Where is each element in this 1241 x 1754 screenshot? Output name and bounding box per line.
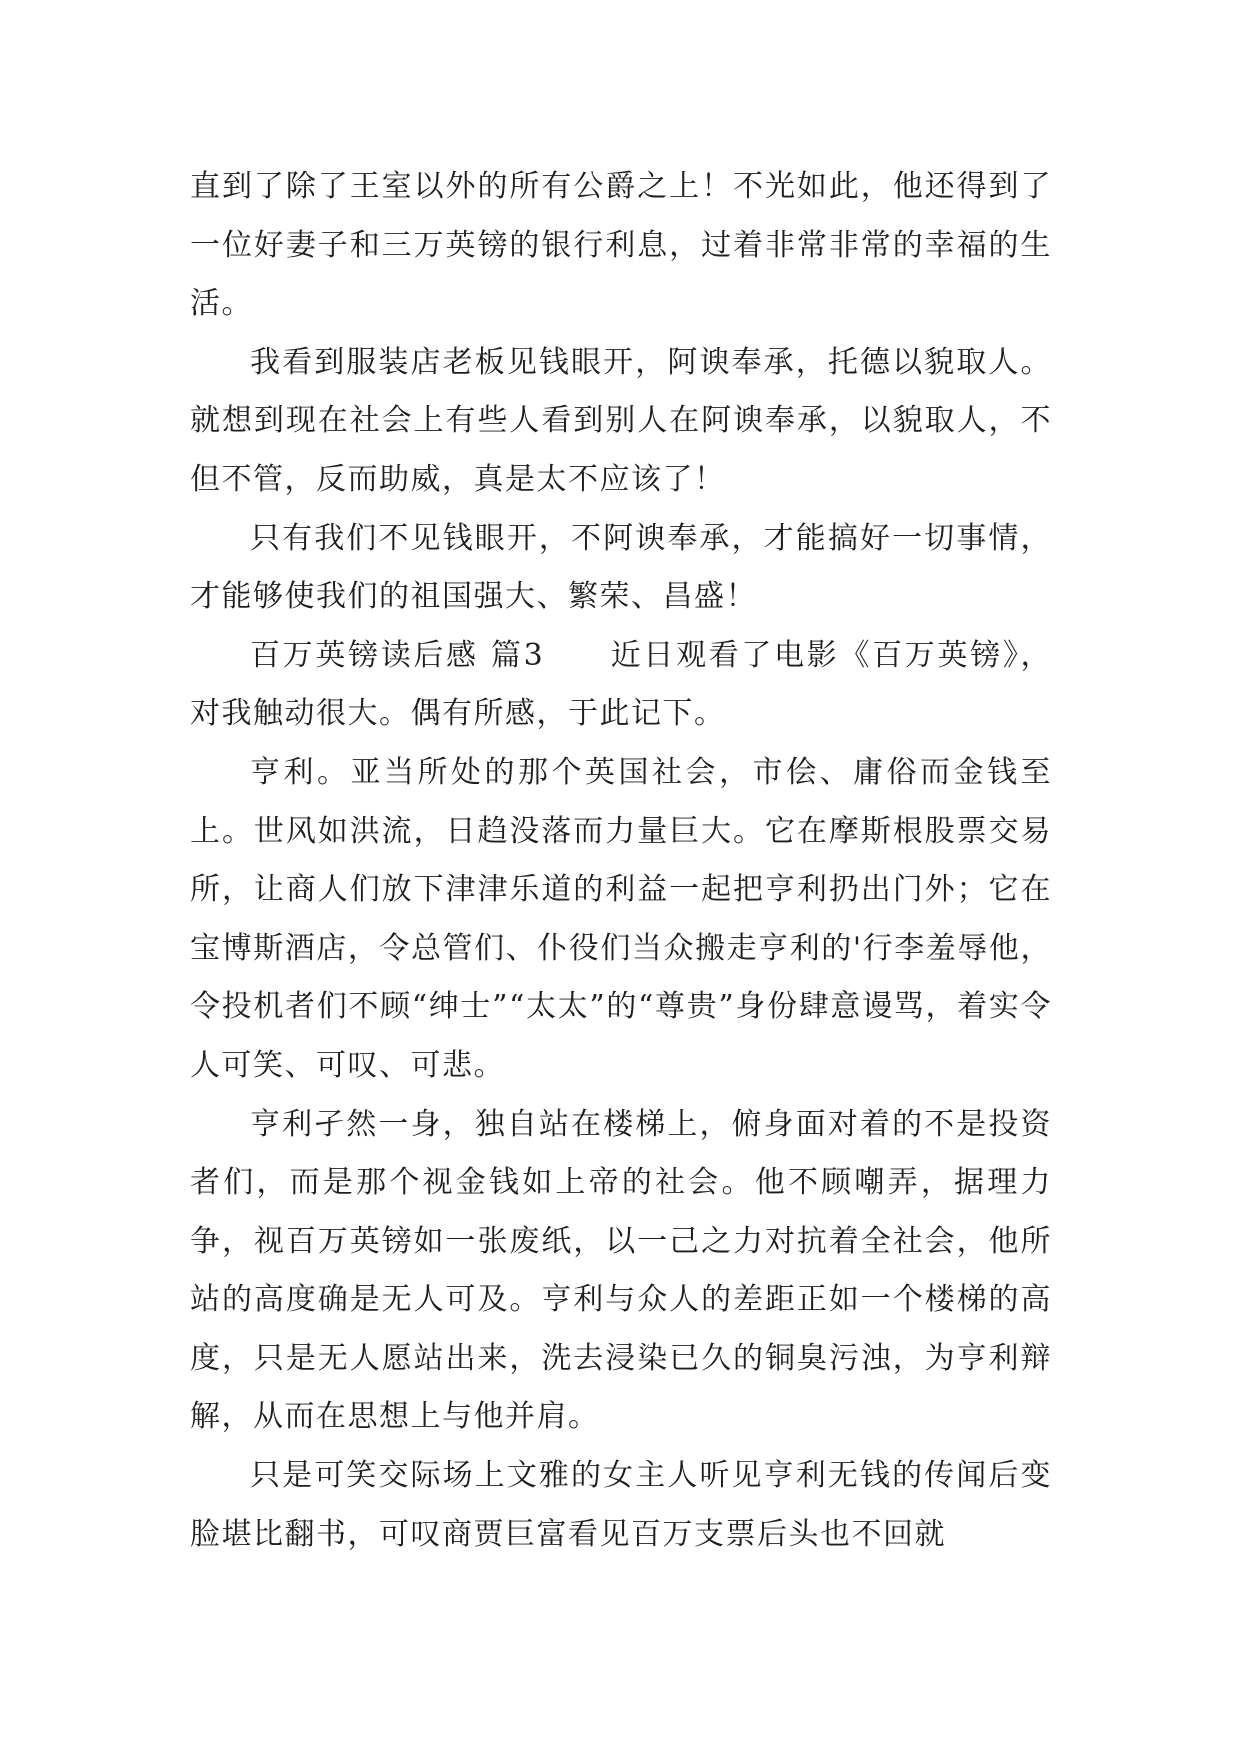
paragraph-4: 百万英镑读后感 篇3 近日观看了电影《百万英镑》，对我触动很大。偶有所感，于此记下。 <box>190 637 1052 732</box>
paragraph-7: 只是可笑交际场上文雅的女主人听见亨利无钱的传闻后变脸堪比翻书，可叹商贾巨富看见百万支票后头也不回就 <box>190 1458 1052 1552</box>
paragraph-2: 我看到服装店老板见钱眼开，阿谀奉承，托德以貌取人。就想到现在社会上有些人看到别人在阿谀奉承，以貌取人，不但不管，反而助威，真是太不应该了！ <box>190 344 1052 497</box>
paragraph-1: 直到了除了王室以外的所有公爵之上！不光如此，他还得到了一位好妻子和三万英镑的银行利息，过着非常非常的幸福的生活。 <box>190 169 1052 322</box>
paragraph-6: 亨利孑然一身，独自站在楼梯上，俯身面对着的不是投资者们，而是那个视金钱如上帝的社会。他不顾嘲弄，据理力争，视百万英镑如一张废纸，以一己之力对抗着全社会，他所站的高度确是无人可及。亨利与众人的差距正如一个楼梯的高度，只是无人愿站出来，洗去浸染已久的铜臭污浊，为亨利辩解，从而在思想上与他并肩。 <box>190 1106 1052 1435</box>
document-page <box>190 158 1052 1564</box>
paragraph-3: 只有我们不见钱眼开，不阿谀奉承，才能搞好一切事情，才能够使我们的祖国强大、繁荣、昌盛！ <box>190 520 1052 615</box>
paragraph-5: 亨利。亚当所处的那个英国社会，市侩、庸俗而金钱至上。世风如洪流，日趋没落而力量巨大。它在摩斯根股票交易所，让商人们放下津津乐道的利益一起把亨利扔出门外；它在宝博斯酒店，令总管们、仆役们当众搬走亨利的'行李羞辱他，令投机者们不顾“绅士”“太太”的“尊贵”身份肆意谩骂，着实令人可笑、可叹、可悲。 <box>190 754 1052 1083</box>
